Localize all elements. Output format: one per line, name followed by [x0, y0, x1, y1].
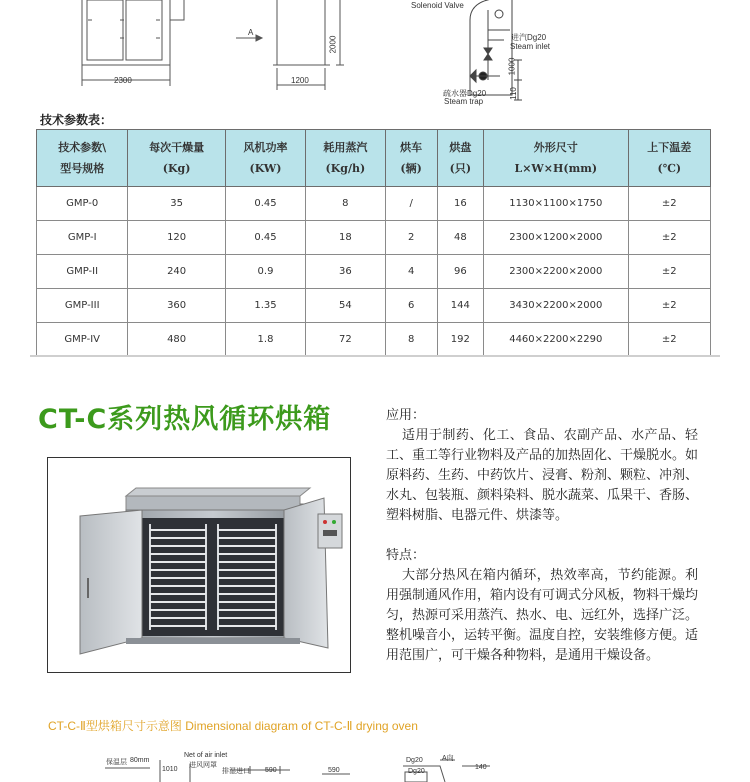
steam-inlet-en-label: Steam inlet: [510, 42, 551, 51]
table-cell: 2: [385, 221, 437, 255]
exhaust-label: 排湿进口: [222, 768, 250, 775]
air-inlet-cn-label: 进风网罩: [189, 762, 217, 769]
header-cell: 每次干燥量 (Kg): [128, 130, 225, 187]
solenoid-label: Solenoid Valve: [411, 1, 464, 10]
features-text: 大部分热风在箱内循环，热效率高，节约能源。利用强制通风作用，箱内设有可调式分风板，物料干燥均匀，热源可采用蒸汽、热水、电、远红外，选择广泛。整机噪音小，运转平衡。温度自控，安装维修方便。适用范围广，可干燥各种物料，是通用干燥设备。: [386, 568, 699, 663]
oven-illustration: [48, 458, 350, 672]
table-cell: 120: [128, 221, 225, 255]
table-cell: 1.8: [225, 323, 305, 357]
spec-table-title: 技术参数表：: [40, 113, 113, 127]
table-cell: ±2: [628, 289, 710, 323]
table-cell: 1130×1100×1750: [483, 187, 628, 221]
table-cell: 192: [437, 323, 483, 357]
table-cell: ±2: [628, 187, 710, 221]
application-text: 适用于制药、化工、食品、农副产品、水产品、轻工、重工等行业物料及产品的加热固化、干燥脱水。如原料药、生药、中药饮片、浸膏、粉剂、颗粒、冲剂、水丸、包装瓶、颜料染料、脱水蔬菜、瓜果干、香肠、塑料树脂、电器元件、烘漆等。: [386, 428, 699, 523]
table-cell: 8: [306, 187, 385, 221]
air-inlet-label: Net of air inlet: [184, 752, 228, 759]
insulation-label: 保温层: [106, 759, 127, 766]
table-cell: 2300×2200×2000: [483, 255, 628, 289]
table-cell: GMP-0: [37, 187, 128, 221]
table-cell: 480: [128, 323, 225, 357]
table-cell: GMP-IV: [37, 323, 128, 357]
table-cell: 2300×1200×2000: [483, 221, 628, 255]
table-shadow-divider: [30, 355, 720, 357]
front-width-label: 2300: [114, 76, 132, 85]
steam-trap-cn-label: 疏水器Dg20: [443, 89, 487, 98]
header-cell: 上下温差 (℃): [628, 130, 710, 187]
table-cell: ±2: [628, 323, 710, 357]
section-title: CT-C系列热风循环烘箱: [38, 404, 332, 435]
application-heading: 应用：: [386, 408, 426, 423]
description-column: [386, 406, 698, 666]
dim-140-label: 140: [475, 764, 487, 771]
table-cell: ±2: [628, 221, 710, 255]
side-depth-label: 1200: [291, 76, 309, 85]
table-cell: 36: [306, 255, 385, 289]
features-heading: 特点：: [386, 548, 426, 563]
spec-header-row: [37, 130, 711, 187]
table-row: [37, 255, 711, 289]
dim-590a-label: 590: [265, 767, 277, 774]
table-cell: 0.45: [225, 187, 305, 221]
view-marker-a: A: [248, 28, 254, 37]
header-cell: 烘盘 (只): [437, 130, 483, 187]
table-cell: 16: [437, 187, 483, 221]
header-cell: 烘车 (辆): [385, 130, 437, 187]
table-cell: GMP-II: [37, 255, 128, 289]
table-cell: 54: [306, 289, 385, 323]
dim-590b-label: 590: [328, 767, 340, 774]
table-cell: GMP-III: [37, 289, 128, 323]
table-cell: 360: [128, 289, 225, 323]
table-cell: /: [385, 187, 437, 221]
table-row: [37, 221, 711, 255]
table-cell: 18: [306, 221, 385, 255]
dg20-label: Dg20: [406, 757, 423, 764]
header-cell: 外形尺寸 L×W×H(mm): [483, 130, 628, 187]
dim-110-label: 110: [508, 87, 518, 100]
dim-1010-label: 1010: [162, 766, 178, 773]
table-cell: 1.35: [225, 289, 305, 323]
table-cell: 0.45: [225, 221, 305, 255]
piping-diagram: [0, 0, 750, 110]
dim-80-label: 80mm: [130, 757, 150, 764]
header-cell: 技术参数\ 型号规格: [37, 130, 128, 187]
header-cell: 风机功率 (KW): [225, 130, 305, 187]
table-cell: 240: [128, 255, 225, 289]
table-cell: 72: [306, 323, 385, 357]
table-cell: 144: [437, 289, 483, 323]
header-cell: 耗用蒸汽 (Kg/h): [306, 130, 385, 187]
a-direction-label: A向: [442, 755, 454, 762]
table-cell: GMP-I: [37, 221, 128, 255]
table-cell: 6: [385, 289, 437, 323]
table-cell: 48: [437, 221, 483, 255]
table-row: [37, 289, 711, 323]
dim-1000-label: 1000: [507, 57, 517, 76]
dimension-diagram-title: CT-C-Ⅱ型烘箱尺寸示意图 Dimensional diagram of CT-C-Ⅱ drying oven: [48, 719, 418, 733]
table-cell: ±2: [628, 255, 710, 289]
table-row: [37, 187, 711, 221]
table-row: [37, 323, 711, 357]
table-cell: 35: [128, 187, 225, 221]
side-height-label: 2000: [328, 35, 338, 54]
steam-trap-en-label: Steam trap: [444, 97, 484, 106]
table-cell: 3430×2200×2000: [483, 289, 628, 323]
table-cell: 96: [437, 255, 483, 289]
table-cell: 4: [385, 255, 437, 289]
oven-photo: [47, 457, 351, 673]
table-cell: 4460×2200×2290: [483, 323, 628, 357]
spec-table: [36, 129, 711, 357]
table-cell: 0.9: [225, 255, 305, 289]
steam-inlet-cn-label: 进汽Dg20: [511, 33, 547, 42]
table-cell: 8: [385, 323, 437, 357]
dg20-lower-label: Dg20: [408, 768, 425, 775]
